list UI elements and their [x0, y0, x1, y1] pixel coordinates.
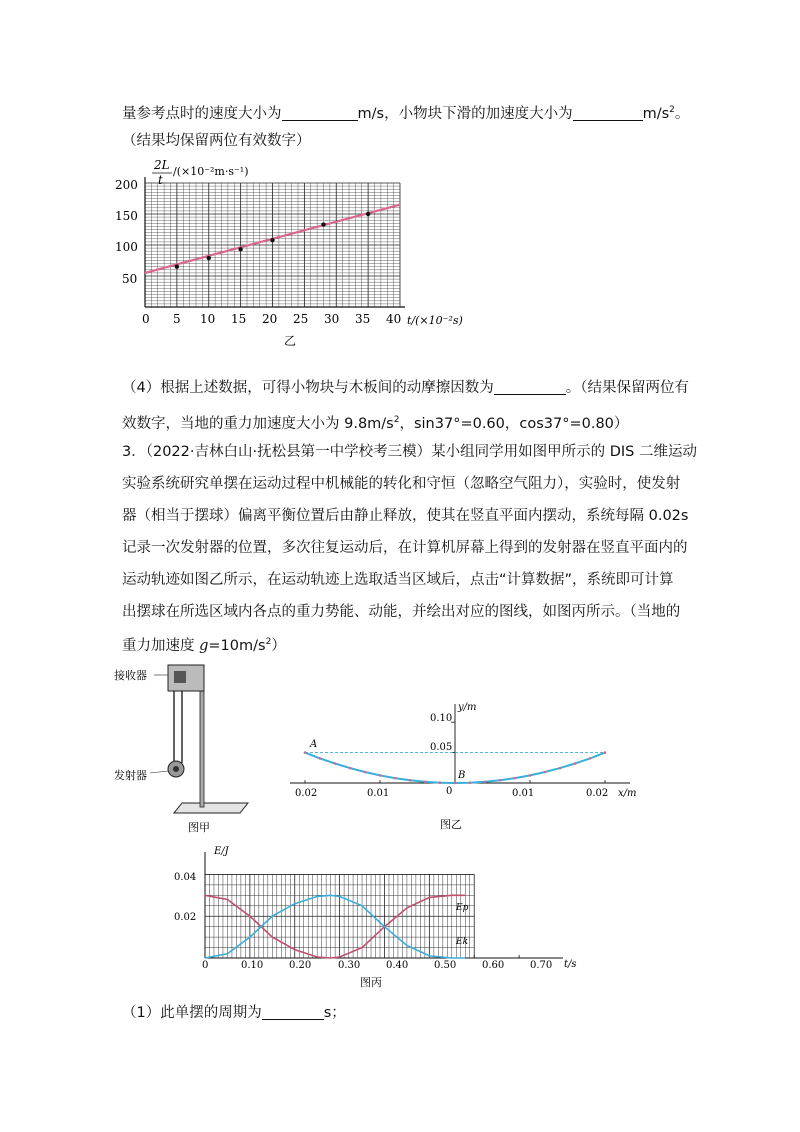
trajectory-point	[364, 771, 367, 774]
trajectory-point	[514, 777, 517, 780]
chart-grid	[145, 183, 400, 307]
x-tick-label: 0.01	[367, 788, 390, 799]
data-point	[238, 247, 242, 251]
y-tick-label: 200	[115, 178, 138, 192]
answer-line-speed	[122, 100, 689, 124]
figure-caption-yi2: 图乙	[440, 818, 462, 831]
y-tick-label: 0.10	[430, 713, 453, 724]
trajectory-point	[574, 762, 577, 765]
trajectory-point	[529, 774, 532, 777]
text-segment: s；	[323, 1005, 346, 1021]
data-point	[321, 222, 325, 226]
x-tick-label: 30	[324, 312, 340, 326]
x-tick-label: 40	[386, 312, 402, 326]
x-tick-label: 0.60	[482, 960, 505, 971]
chart-energy-time	[170, 842, 600, 992]
figure-caption-yi: 乙	[284, 334, 297, 348]
trajectory-point	[319, 757, 322, 760]
trajectory-point	[589, 757, 592, 760]
trajectory-point	[424, 780, 427, 783]
text-segment: m/s，小物块下滑的加速度大小为	[357, 105, 573, 122]
x-tick-label: 0	[142, 312, 150, 326]
trajectory-point	[349, 767, 352, 770]
text-segment: 。	[674, 105, 690, 122]
trajectory-point	[334, 762, 337, 765]
trajectory-point	[379, 774, 382, 777]
question-4-line-2	[122, 410, 628, 434]
text-segment: 。（结果保留两位有	[565, 380, 689, 396]
x-tick-label: 0.50	[434, 960, 457, 971]
x-tick-label: 10	[200, 312, 216, 326]
trajectory-point	[454, 782, 457, 785]
figure-apparatus	[112, 655, 262, 835]
label-emitter: 发射器	[114, 769, 147, 782]
x-axis-label: t/(×10⁻²s)	[407, 314, 463, 327]
leader-line	[150, 771, 168, 773]
y-tick-label: 0.05	[430, 742, 453, 753]
x-tick-label: 0.02	[586, 788, 609, 799]
x-tick-label: 35	[355, 312, 371, 326]
x-axis-label: t/s	[564, 959, 577, 970]
x-tick-label: 0	[202, 960, 209, 971]
figure-caption-bing: 图丙	[360, 976, 382, 989]
x-tick-label: 0.40	[386, 960, 409, 971]
problem-3-line-4: 记录一次发射器的位置，多次往复运动后，在计算机屏幕上得到的发射器在竖直平面内的	[122, 540, 688, 556]
y-tick-label: 150	[115, 209, 138, 223]
text-segment: ）	[271, 637, 286, 654]
problem-3-line-6: 出摆球在所选区域内各点的重力势能、动能，并绘出对应的图线，如图丙所示。（当地的	[122, 604, 681, 620]
x-tick-label: 0.20	[289, 960, 312, 971]
y-axis-label: y/m	[458, 702, 477, 713]
x-tick-label: 0.01	[512, 788, 535, 799]
figure-caption-jia: 图甲	[188, 821, 210, 834]
emitter-core	[173, 766, 179, 772]
problem-3-line-2: 实验系统研究单摆在运动过程中机械能的转化和守恒（忽略空气阻力），实验时，使发射	[122, 476, 681, 492]
problem-3-line-1: 3．（2022·吉林白山·抚松县第一中学校考三模）某小组同学用如图甲所示的 DIS 二维运动	[122, 444, 697, 460]
blank-friction[interactable]	[494, 379, 566, 395]
data-point	[207, 256, 211, 260]
text-segment: 量参考点时的速度大小为	[122, 105, 282, 122]
y-axis-label-denominator: t	[158, 173, 163, 187]
superscript: 2	[669, 105, 675, 115]
trajectory-point	[439, 781, 442, 784]
text-segment: 重力加速度	[122, 637, 200, 654]
superscript: 2	[393, 415, 400, 425]
series-label-ek: Ek	[456, 937, 469, 947]
y-tick-label: 0.04	[174, 872, 197, 883]
text-segment: =10m/s	[208, 637, 266, 654]
x-tick-label: 20	[262, 312, 278, 326]
text-segment: （4）根据上述数据，可得小物块与木板间的动摩擦因数为	[122, 380, 494, 396]
y-axis-label-unit: /(×10⁻²m·s⁻¹)	[173, 165, 249, 178]
superscript: 2	[265, 637, 272, 647]
series-label-ep: Ep	[456, 903, 469, 913]
x-tick-label: 0.30	[338, 960, 361, 971]
chart-velocity-time	[110, 155, 490, 355]
question-1-line	[122, 1003, 346, 1023]
blank-acceleration[interactable]	[573, 105, 643, 121]
x-tick-label: 0.70	[530, 960, 553, 971]
data-point	[175, 265, 179, 269]
chart-grid	[205, 874, 474, 958]
trajectory-point	[604, 751, 607, 754]
question-4-line-1	[122, 378, 689, 398]
label-receiver: 接收器	[114, 669, 147, 682]
x-tick-label: 0	[446, 786, 453, 797]
text-segment: ，sin37°=0.60，cos37°=0.80）	[399, 415, 629, 432]
trajectory-point	[499, 779, 502, 782]
y-tick-label: 50	[122, 272, 138, 286]
x-tick-label: 15	[231, 312, 247, 326]
y-axis-label: E/J	[214, 846, 229, 857]
blank-speed[interactable]	[282, 105, 358, 121]
blank-period[interactable]	[262, 1004, 324, 1020]
trajectory-point	[544, 771, 547, 774]
trajectory-point	[484, 780, 487, 783]
chart-trajectory	[280, 700, 650, 835]
note-sig-figs: （结果均保留两位有效数字）	[122, 133, 311, 149]
data-point	[366, 212, 370, 216]
symbol-g: g	[199, 637, 209, 654]
x-tick-label: 5	[173, 312, 181, 326]
trajectory-point	[469, 781, 472, 784]
y-tick-label: 100	[115, 240, 138, 254]
problem-3-line-5: 运动轨迹如图乙所示，在运动轨迹上选取适当区域后，点击“计算数据”，系统即可计算	[122, 572, 674, 588]
text-segment: m/s	[642, 105, 670, 122]
trajectory-point	[559, 767, 562, 770]
x-tick-label: 25	[293, 312, 309, 326]
x-tick-label: 0.10	[241, 960, 264, 971]
y-axis-label-numerator: 2L	[154, 158, 170, 172]
trajectory-point	[304, 751, 307, 754]
trajectory-point	[394, 777, 397, 780]
data-point	[270, 238, 274, 242]
x-tick-label: 0.02	[295, 788, 318, 799]
point-label-a: A	[310, 739, 318, 750]
text-segment: 效数字，当地的重力加速度大小为 9.8m/s	[122, 415, 394, 432]
problem-3-line-3: 器（相当于摆球）偏离平衡位置后由静止释放，使其在竖直平面内摆动，系统每隔 0.02s	[122, 508, 689, 524]
text-segment: （1）此单摆的周期为	[122, 1005, 262, 1021]
point-label-b: B	[458, 770, 466, 781]
x-axis-label: x/m	[618, 788, 637, 799]
problem-3-line-7	[122, 632, 286, 656]
receiver-detail	[174, 671, 186, 683]
trajectory-point	[409, 779, 412, 782]
y-tick-label: 0.02	[174, 912, 197, 923]
stand-base	[174, 803, 248, 813]
